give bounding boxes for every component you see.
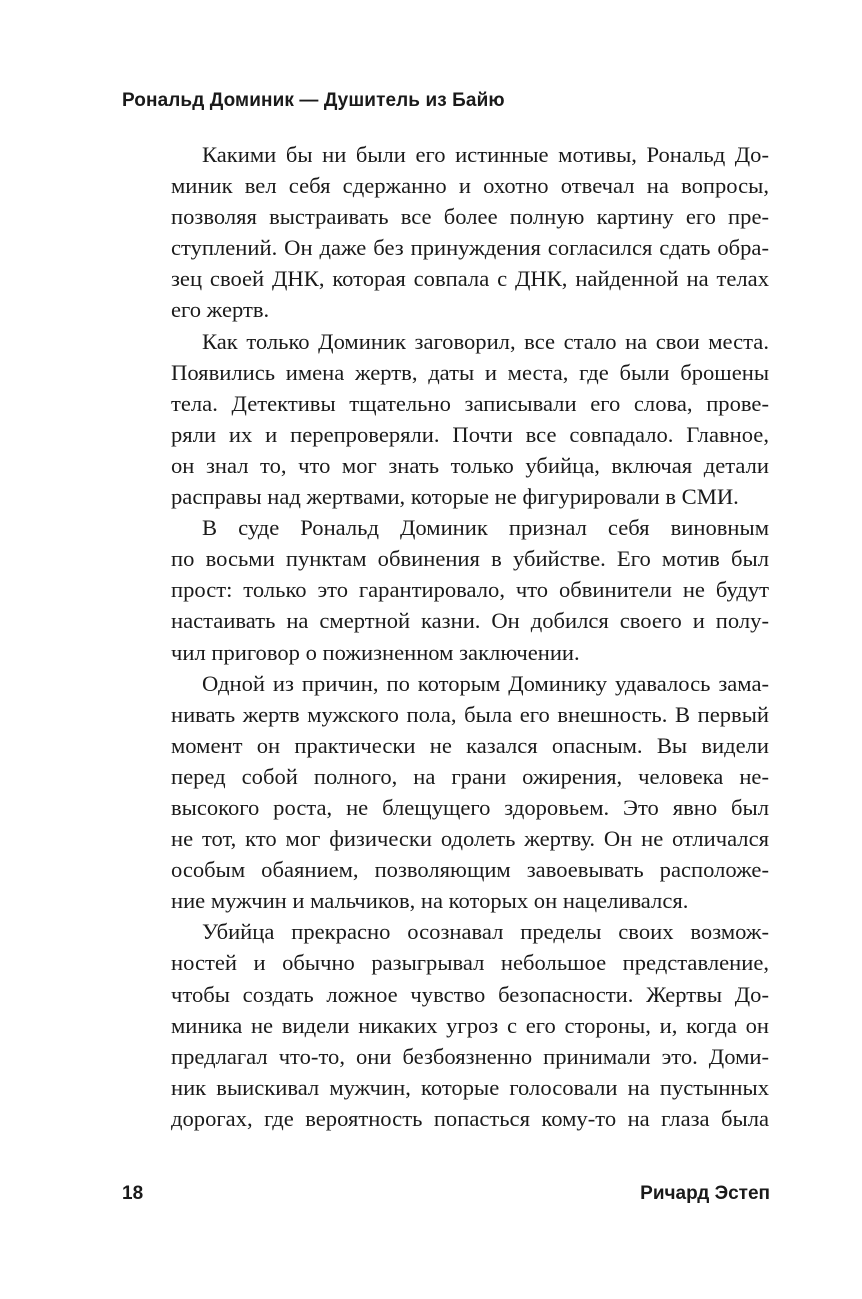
running-foot-author: Ричард Эстеп — [640, 1183, 770, 1204]
text-line: зец своей ДНК, которая совпала с ДНК, найденной на телах — [171, 266, 769, 292]
text-line: особым обаянием, позволяющим завоевывать расположе- — [171, 857, 769, 883]
text-line: миника не видели никаких угроз с его стороны, и, когда он — [171, 1012, 769, 1038]
text-line: не тот, кто мог физически одолеть жертву. Он не отличался — [171, 826, 769, 852]
text-line: тела. Детективы тщательно записывали его слова, прове- — [171, 390, 769, 416]
body-text — [171, 139, 769, 1134]
text-line: Появились имена жертв, даты и места, где были брошены — [171, 359, 769, 385]
text-line: В суде Рональд Доминик признал себя виновным — [202, 515, 769, 541]
running-head-title: Рональд Доминик — Душитель из Байю — [122, 90, 505, 111]
text-line: ступлений. Он даже без принуждения согласился сдать обра- — [171, 235, 769, 261]
text-line: Убийца прекрасно осознавал пределы своих возмож- — [202, 919, 769, 945]
text-line: перед собой полного, на грани ожирения, человека не- — [171, 763, 769, 789]
text-line: он знал то, что мог знать только убийца, включая детали — [171, 452, 769, 478]
text-line: по восьми пунктам обвинения в убийстве. Его мотив был — [171, 546, 769, 572]
text-line: ряли их и перепроверяли. Почти все совпадало. Главное, — [171, 421, 769, 447]
text-line: высокого роста, не блещущего здоровьем. Это явно был — [171, 794, 769, 820]
paragraph-3 — [171, 512, 769, 667]
text-line: ник выискивал мужчин, которые голосовали на пустынных — [171, 1074, 769, 1100]
paragraph-4 — [171, 668, 769, 917]
text-line: дорогах, где вероятность попасться кому-то на глаза была — [171, 1105, 769, 1131]
text-line: предлагал что-то, они безбоязненно принимали это. Доми- — [171, 1043, 769, 1069]
paragraph-1 — [171, 139, 769, 326]
text-line: ние мужчин и мальчиков, на которых он нацеливался. — [171, 888, 689, 914]
text-line: Как только Доминик заговорил, все стало на свои места. — [202, 328, 769, 354]
text-line: чтобы создать ложное чувство безопасности. Жертвы До- — [171, 981, 769, 1007]
text-line: нивать жертв мужского пола, была его внешность. В первый — [171, 701, 769, 727]
text-line: расправы над жертвами, которые не фигурировали в СМИ. — [171, 484, 739, 510]
text-line: момент он практически не казался опасным. Вы видели — [171, 732, 769, 758]
text-line: чил приговор о пожизненном заключении. — [171, 639, 580, 665]
paragraph-2 — [171, 326, 769, 513]
text-line: Одной из причин, по которым Доминику удавалось зама- — [202, 670, 769, 696]
text-line: Какими бы ни были его истинные мотивы, Рональд До- — [202, 142, 769, 167]
text-line: настаивать на смертной казни. Он добился своего и полу- — [171, 608, 769, 634]
paragraph-5 — [171, 916, 769, 1134]
text-line: прост: только это гарантировало, что обвинители не будут — [171, 577, 769, 603]
page-number: 18 — [122, 1183, 144, 1204]
text-line: позволяя выстраивать все более полную картину его пре- — [171, 204, 769, 230]
text-line: миник вел себя сдержанно и охотно отвечал на вопросы, — [171, 173, 769, 199]
text-line: ностей и обычно разыгрывал небольшое представление, — [171, 950, 769, 976]
text-line: его жертв. — [171, 297, 270, 323]
